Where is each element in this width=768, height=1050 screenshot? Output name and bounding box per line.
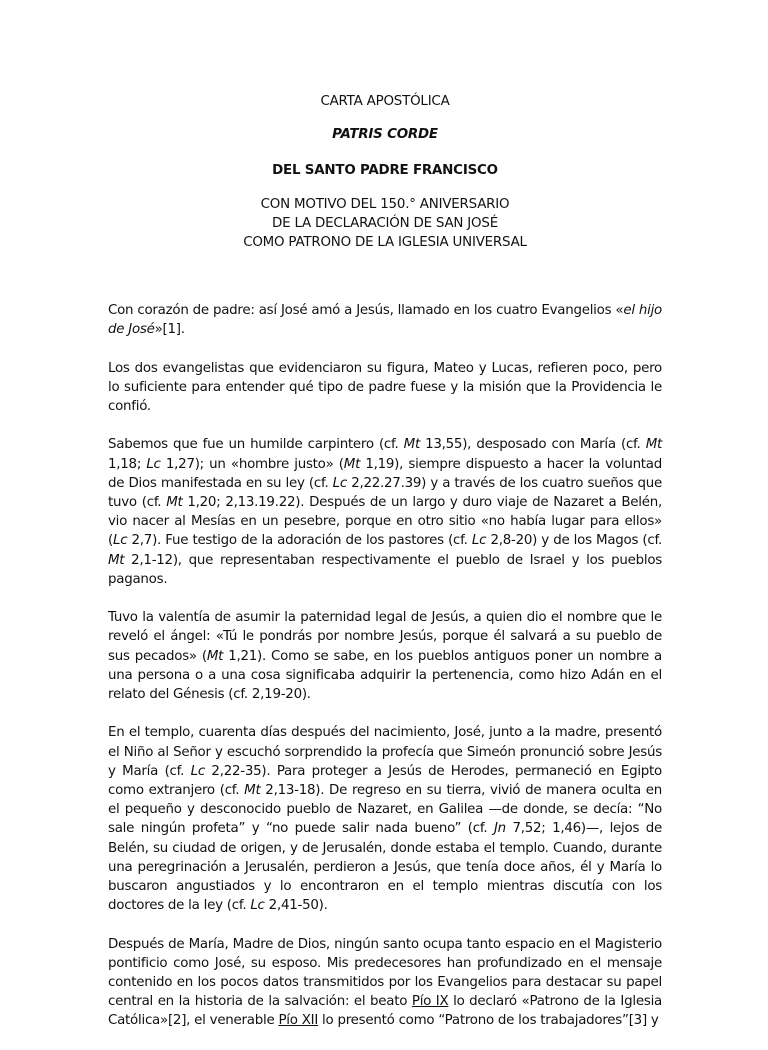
- paragraph-5: [108, 723, 662, 915]
- text-run: Sabemos que fue un humilde carpintero (cf.: [108, 437, 404, 453]
- text-run: 13,55), desposado con María (cf.: [419, 437, 646, 453]
- text-run-italic: Jn: [493, 821, 506, 837]
- text-run: Los dos evangelistas que evidenciaron su figura, Mateo y Lucas, refieren poco, pero lo suficiente para entender qué tipo de padre fuese y la misión que la Providencia le confió.: [108, 360, 662, 414]
- text-run-italic: Lc: [250, 898, 265, 914]
- document-body: [108, 301, 662, 1050]
- text-run: 2,41-50).: [264, 898, 328, 914]
- text-run: lo presentó como “Patrono de los trabajadores”[3] y: [318, 1013, 659, 1029]
- text-run: 2,13-18). De regreso en su tierra, vivió de manera oculta en el pequeño y desconocido pueblo de Nazaret, en Galilea —de donde, se decía: “No sale ningún profeta” y “no puede salir nada bueno” (cf.: [108, 783, 662, 837]
- text-run: 2,8-20) y de los Magos (cf.: [486, 533, 662, 549]
- occasion-line-1: CON MOTIVO DEL 150.° ANIVERSARIO: [260, 197, 510, 212]
- text-run: 2,1-12), que representaban respectivamente el pueblo de Israel y los pueblos paganos.: [108, 552, 662, 587]
- occasion-line-2: DE LA DECLARACIÓN DE SAN JOSÉ: [272, 216, 498, 231]
- text-run: En el templo, cuarenta días después del nacimiento, José, junto a la madre, presentó el Niño al Señor y escuchó sorprendido la profecía que Simeón pronunció sobre Jesús y María (cf.: [108, 725, 662, 779]
- document-author: DEL SANTO PADRE FRANCISCO: [272, 163, 498, 178]
- link-pio-xii[interactable]: Pío XII: [278, 1013, 319, 1029]
- text-run-italic: Mt: [645, 437, 662, 453]
- text-run: lo declaró «Patrono de la Iglesia Católica»[2], el venerable: [108, 994, 662, 1029]
- text-run: 1,27); un «hombre justo» (: [160, 456, 344, 472]
- document-title: PATRIS CORDE: [332, 127, 438, 142]
- paragraph-4: [108, 608, 662, 704]
- text-run: 2,7). Fue testigo de la adoración de los pastores (cf.: [127, 533, 472, 549]
- text-run-italic: Mt: [244, 783, 261, 799]
- text-run-italic: Lc: [146, 456, 161, 472]
- text-run: 1,21). Como se sabe, en los pueblos antiguos poner un nombre a una persona o a una cosa significaba adquirir la pertenencia, como hizo Adán en el relato del Génesis (cf. 2,19-20).: [108, 648, 662, 703]
- paragraph-3: [108, 435, 662, 589]
- paragraph-1: [108, 301, 662, 339]
- text-run-italic: Mt: [166, 495, 183, 510]
- text-run: 2,22.27.39) y a través de los cuatro sueños que tuvo (cf.: [108, 475, 662, 510]
- text-run-italic: Lc: [190, 763, 205, 779]
- text-run: 1,19), siempre dispuesto a hacer la voluntad de Dios manifestada en su ley (cf.: [108, 456, 663, 491]
- text-run-italic: Mt: [108, 552, 125, 568]
- text-run: Con corazón de padre: así José amó a Jesús, llamado en los cuatro Evangelios «: [108, 303, 624, 318]
- text-run-italic: Lc: [471, 533, 487, 549]
- text-run-italic: Mt: [206, 648, 224, 664]
- occasion-line-3: COMO PATRONO DE LA IGLESIA UNIVERSAL: [243, 235, 527, 250]
- text-run: 1,18;: [108, 456, 147, 472]
- text-run: 1,20; 2,13.19.22). Después de un largo y duro viaje de Nazaret a Belén, vio nacer al Mesías en un pesebre, porque en otro sitio «no había lugar para ellos» (: [108, 495, 662, 549]
- document-type: CARTA APOSTÓLICA: [320, 94, 450, 109]
- text-run-italic: Lc: [332, 475, 347, 491]
- paragraph-6: [108, 935, 662, 1031]
- text-run-italic: el hijo de José: [108, 303, 662, 338]
- text-run-italic: Lc: [112, 533, 128, 549]
- text-run-italic: Mt: [403, 437, 420, 453]
- text-run: Tuvo la valentía de asumir la paternidad legal de Jesús, a quien dio el nombre que le reveló el ángel: «Tú le pondrás por nombre Jesús, porque él salvará a su pueblo de sus pecados» (: [108, 610, 662, 664]
- link-pio-ix[interactable]: Pío IX: [411, 994, 449, 1010]
- text-run: 7,52; 1,46)—, lejos de Belén, su ciudad de origen, y de Jerusalén, donde estaba el templo. Cuando, durante una peregrinación a Jerusalén, perdieron a Jesús, que tenía doce años, él y María lo buscaron angustiados y lo encontraron en el templo mientras discutía con los doctores de la ley (cf.: [108, 821, 662, 914]
- text-run: Después de María, Madre de Dios, ningún santo ocupa tanto espacio en el Magisterio pontificio como José, su esposo. Mis predecesores han profundizado en el mensaje contenido en los pocos datos transmitidos por los Evangelios para destacar su papel central en la historia de la salvación: el beato: [108, 936, 662, 1010]
- text-run-italic: Mt: [343, 456, 361, 472]
- text-run: »[1].: [154, 322, 185, 338]
- paragraph-2: [108, 359, 662, 417]
- text-run: 2,22-35). Para proteger a Jesús de Herodes, permaneció en Egipto como extranjero (cf.: [108, 763, 662, 799]
